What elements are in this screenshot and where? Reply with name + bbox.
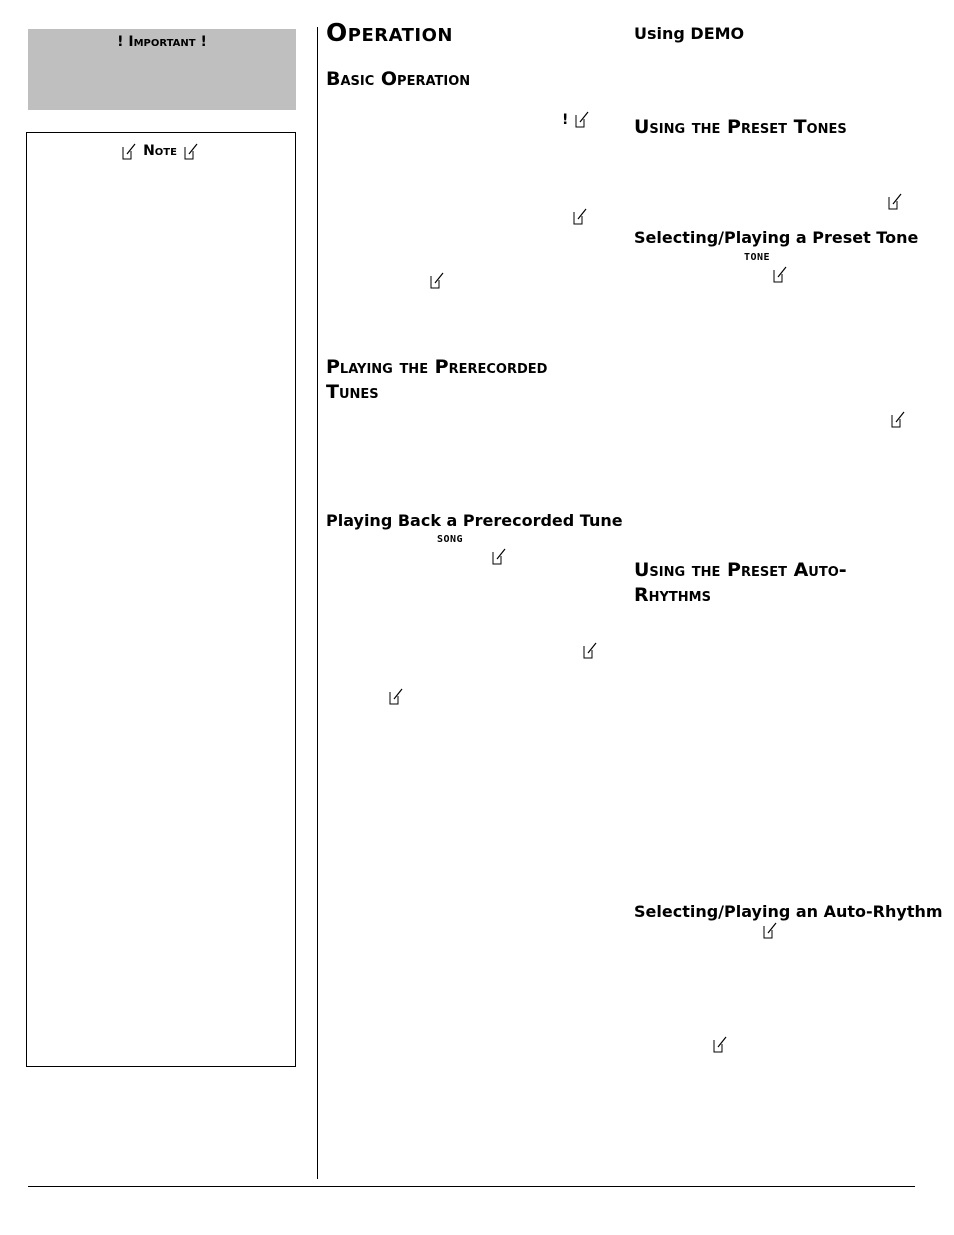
song-lcd-label: SONG (437, 534, 464, 545)
note-title (26, 142, 294, 160)
column-divider (317, 27, 318, 1179)
heading-playback-tune: Playing Back a Prerecorded Tune (326, 511, 623, 530)
heading-selecting-rhythm: Selecting/Playing an Auto-Rhythm (634, 902, 943, 921)
heading-using-preset-tones: Using the Preset Tones (634, 116, 847, 138)
note-icon (772, 265, 788, 283)
page-title: Operation (326, 18, 453, 47)
heading-basic-operation: Basic Operation (326, 68, 471, 90)
note-icon (582, 641, 598, 659)
note-icon (121, 142, 137, 160)
note-icon (183, 142, 199, 160)
heading-using-demo: Using DEMO (634, 24, 745, 43)
note-icon (887, 192, 903, 210)
footer-rule (28, 1186, 915, 1187)
note-box (26, 132, 296, 1067)
heading-selecting-tone: Selecting/Playing a Preset Tone (634, 228, 919, 247)
note-icon (574, 110, 590, 128)
heading-playing-prerecorded: Playing the Prerecorded Tunes (326, 356, 548, 403)
tone-lcd-label: TONE (744, 252, 771, 263)
important-mark: ! (562, 112, 569, 128)
note-icon (572, 207, 588, 225)
note-icon (762, 921, 778, 939)
important-title: ! Important ! (117, 34, 207, 50)
heading-using-auto-rhythms: Using the Preset Auto-Rhythms (634, 559, 847, 606)
note-icon (388, 687, 404, 705)
note-icon (429, 271, 445, 289)
note-icon (712, 1035, 728, 1053)
note-icon (890, 410, 906, 428)
note-label: Note (143, 143, 177, 159)
note-icon (491, 547, 507, 565)
